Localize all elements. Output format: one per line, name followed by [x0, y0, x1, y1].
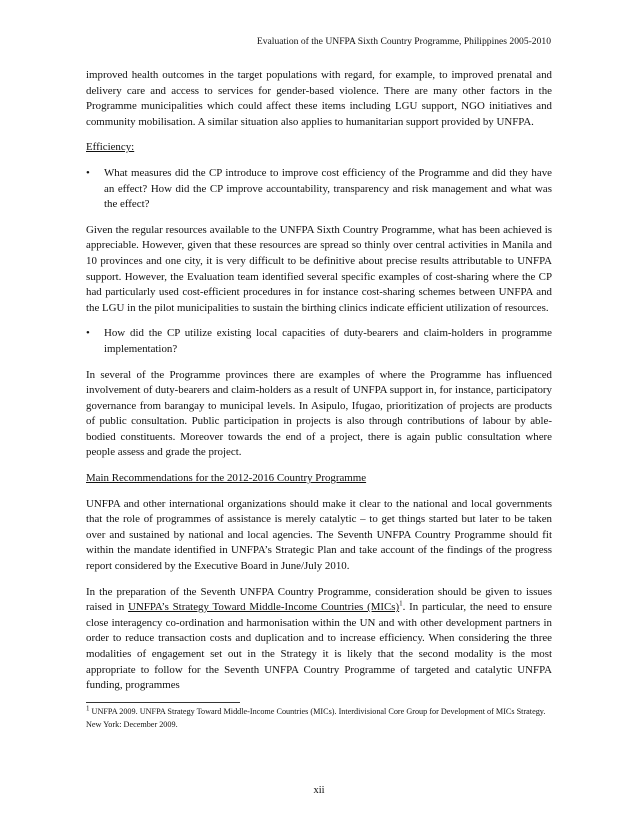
bullet-icon: •	[86, 327, 90, 340]
paragraph-text: . In particular, the need to ensure close interagency co-ordination and harmonisation within the UN and with other development partners in order to reduce transaction costs and duplication and to increase efficiency. When considering the three modalities of engagement set out in the Strategy it is likely that the second modality is the most appropriate to follow for the Seventh UNFPA Country Programme of targeted and catalytic UNFPA funding, programmes	[86, 601, 552, 692]
capacities-question-list	[86, 326, 552, 357]
recommendations-heading: Main Recommendations for the 2012-2016 Country Programme	[86, 472, 367, 485]
footnote-mark: 1	[86, 704, 90, 713]
efficiency-question-list	[86, 166, 552, 213]
bullet-text: What measures did the CP introduce to improve cost efficiency of the Programme and did they have an effect? How did the CP improve accountability, transparency and risk management and what was the effect?	[104, 166, 552, 211]
paragraph-provinces: In several of the Programme provinces there are examples of where the Programme has influenced involvement of duty-bearers and claim-holders as a result of UNFPA support in, for instance, participatory governance from barangay to municipal levels. In Asipulo, Ifugao, prioritization of projects are products of public consultation. Public participation in projects is also through contributions of labour by able-bodied constituents. Moreover towards the end of a project, there is again public consultation where people assess and grade the project.	[86, 368, 552, 459]
efficiency-heading: Efficiency:	[86, 141, 135, 154]
paragraph-seventh-programme	[86, 585, 552, 694]
paragraph-catalytic-role: UNFPA and other international organizations should make it clear to the national and local governments that the role of programmes of assistance is merely catalytic – to get things started but later to be taken over and sustained by national and local agencies. The Seventh UNFPA Country Programme should fit within the mandate identified in UNFPA’s Strategic Plan and take account of the findings of the progress report considered by the Executive Board in June/July 2010.	[86, 497, 552, 573]
paragraph-text: In the preparation of the Seventh UNFPA Country Programme, consideration should be given to issues raised in	[86, 585, 552, 614]
list-item	[86, 166, 552, 213]
mics-strategy-reference: UNFPA’s Strategy Toward Middle-Income Countries (MICs)	[128, 601, 400, 614]
page-number: xii	[313, 785, 325, 796]
list-item	[86, 326, 552, 357]
bullet-text: How did the CP utilize existing local capacities of duty-bearers and claim-holders in programme implementation?	[104, 327, 552, 355]
paragraph-health-outcomes: improved health outcomes in the target populations with regard, for example, to improved prenatal and delivery care and access to services for gender-based violence. There are many other factors in the Programme municipalities which could affect these items including LGU support, NGO initiatives and community mobilisation. A similar situation also applies to humanitarian support provided by UNFPA.	[86, 69, 552, 128]
bullet-icon: •	[86, 166, 90, 179]
footnote-divider	[86, 702, 240, 703]
body-content	[86, 68, 552, 704]
paragraph-resources: Given the regular resources available to the UNFPA Sixth Country Programme, what has been achieved is appreciable. However, given that these resources are spread so thinly over central activities in Manila and 10 provinces and one city, it is very difficult to be definitive about precise results attributable to UNFPA support. However, the Evaluation team identified several specific examples of cost-sharing where the CP had particularly used cost-efficient procedures in for instance cost-sharing schemes between UNFPA and the LGU in the pilot municipalities to sustain the birthing clinics indicate efficient utilization of resources.	[86, 223, 552, 314]
running-header: Evaluation of the UNFPA Sixth Country Programme, Philippines 2005-2010	[256, 36, 551, 47]
footnote-text: UNFPA 2009. UNFPA Strategy Toward Middle-Income Countries (MICs). Interdivisional Core Group for Development of MICs Strategy. New York: December 2009.	[86, 707, 546, 729]
footnote	[86, 706, 556, 731]
footnote-reference[interactable]: 1	[399, 599, 403, 608]
